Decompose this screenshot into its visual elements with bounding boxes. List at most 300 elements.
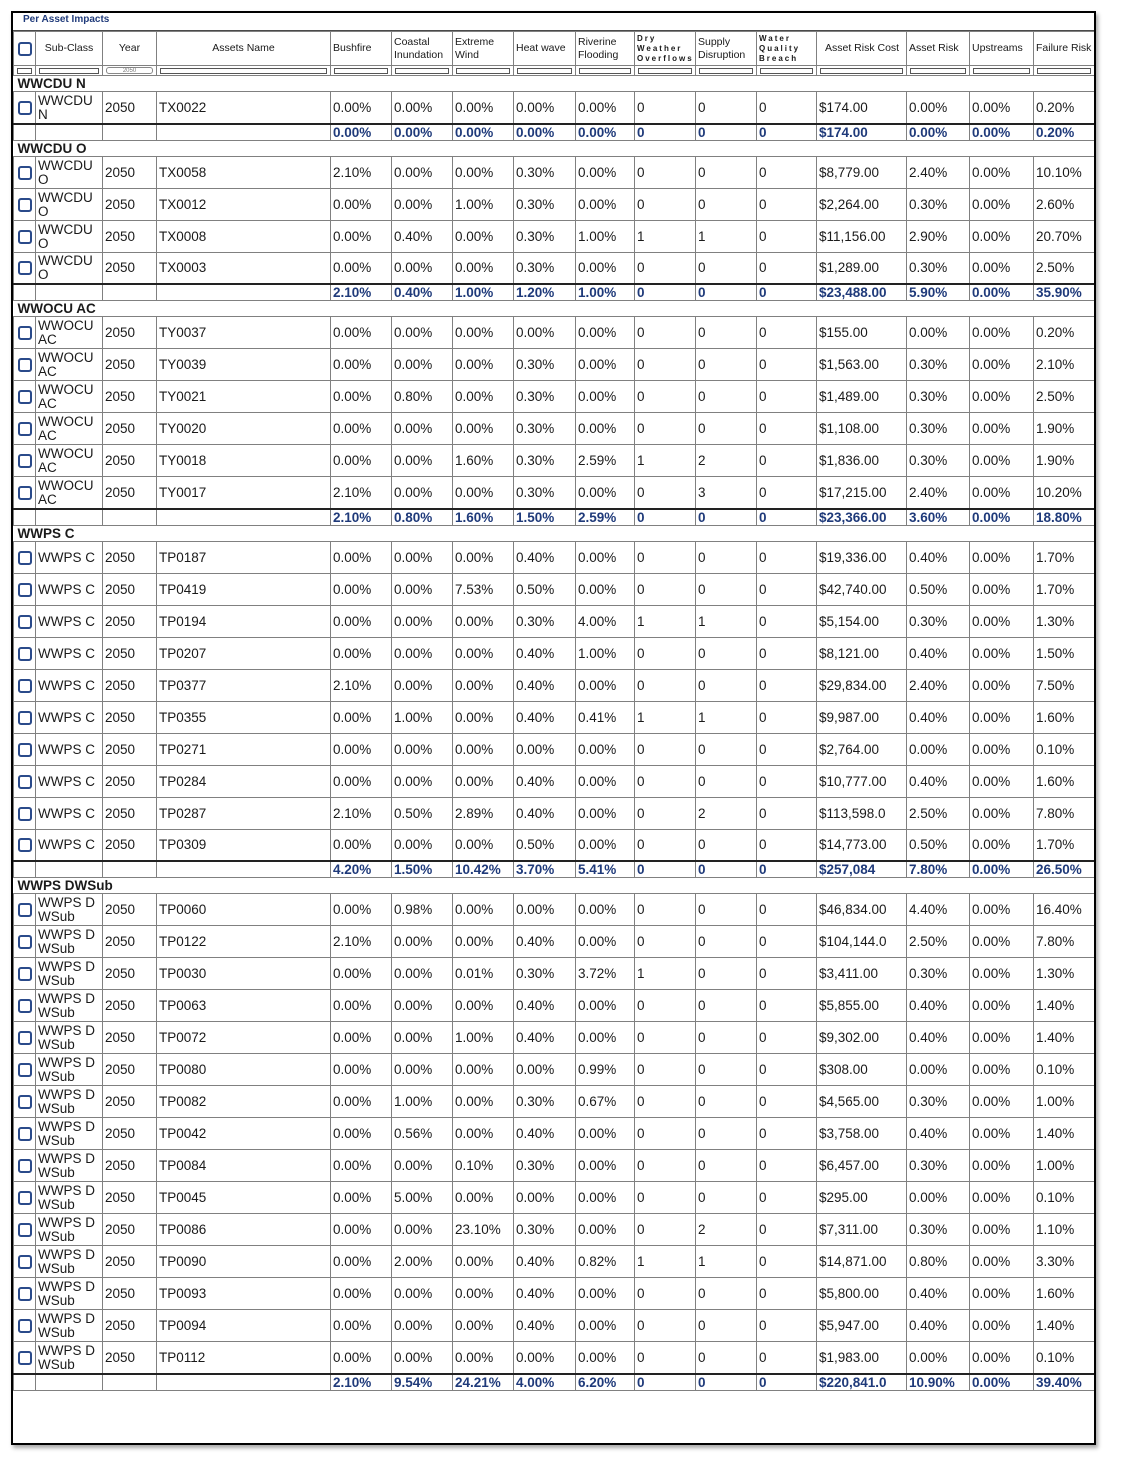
- cell-asset-risk: 0.00%: [907, 1342, 970, 1374]
- table-row[interactable]: [14, 252, 1095, 284]
- cell-heat: 0.40%: [514, 541, 576, 573]
- row-checkbox[interactable]: [18, 1031, 32, 1045]
- cell-dry-weather: 0: [635, 477, 696, 509]
- filter-cell: [970, 66, 1034, 76]
- row-checkbox[interactable]: [18, 583, 32, 597]
- cell-water-quality: 0: [757, 477, 817, 509]
- total-empty-cell: [157, 1374, 331, 1391]
- row-select-cell[interactable]: [14, 894, 36, 926]
- total-empty-cell: [103, 509, 157, 526]
- table-row[interactable]: [14, 1278, 1095, 1310]
- table-row[interactable]: [14, 1118, 1095, 1150]
- cell-year: 2050: [103, 413, 157, 445]
- col-asset-risk-cost[interactable]: Asset Risk Cost: [817, 32, 907, 66]
- row-checkbox[interactable]: [18, 1319, 32, 1333]
- row-select-cell[interactable]: [14, 637, 36, 669]
- total-riverine: 2.59%: [576, 509, 635, 526]
- cell-asset-risk: 0.30%: [907, 1214, 970, 1246]
- table-row[interactable]: [14, 829, 1095, 861]
- row-select-cell[interactable]: [14, 990, 36, 1022]
- cell-wind: 0.00%: [453, 733, 514, 765]
- cell-asset-name: TP0045: [157, 1182, 331, 1214]
- cell-asset-risk-cost: $11,156.00: [817, 220, 907, 252]
- cell-year: 2050: [103, 1022, 157, 1054]
- total-upstreams: 0.00%: [970, 284, 1034, 301]
- total-failure-risk: 0.20%: [1034, 124, 1095, 141]
- cell-wind: 0.00%: [453, 829, 514, 861]
- cell-upstreams: 0.00%: [970, 605, 1034, 637]
- row-select-cell[interactable]: [14, 477, 36, 509]
- cell-wind: 0.00%: [453, 637, 514, 669]
- table-row[interactable]: [14, 1310, 1095, 1342]
- row-checkbox[interactable]: [18, 1223, 32, 1237]
- cell-bushfire: 0.00%: [331, 92, 392, 124]
- cell-asset-risk: 0.30%: [907, 252, 970, 284]
- table-row[interactable]: [14, 733, 1095, 765]
- filter-box[interactable]: [334, 68, 388, 74]
- row-checkbox[interactable]: [18, 615, 32, 629]
- cell-heat: 0.30%: [514, 413, 576, 445]
- filter-box[interactable]: [820, 68, 903, 74]
- col-extreme-wind[interactable]: Extreme Wind: [453, 32, 514, 66]
- cell-dry-weather: 1: [635, 605, 696, 637]
- filter-cell: [453, 66, 514, 76]
- cell-wind: 1.60%: [453, 445, 514, 477]
- row-select-cell[interactable]: [14, 156, 36, 188]
- col-water-quality-breach[interactable]: Water Quality Breach: [757, 32, 817, 66]
- year-filter-select[interactable]: 2050: [106, 67, 153, 74]
- cell-asset-risk: 0.40%: [907, 637, 970, 669]
- row-checkbox[interactable]: [18, 967, 32, 981]
- table-row[interactable]: [14, 701, 1095, 733]
- row-checkbox[interactable]: [18, 486, 32, 500]
- col-dry-weather-overflows[interactable]: Dry Weather Overflows: [635, 32, 696, 66]
- cell-failure-risk: 1.30%: [1034, 605, 1095, 637]
- cell-dry-weather: 0: [635, 188, 696, 220]
- row-checkbox[interactable]: [18, 775, 32, 789]
- total-empty-cell: [103, 861, 157, 878]
- table-row[interactable]: [14, 669, 1095, 701]
- filter-box[interactable]: [579, 68, 631, 74]
- row-select-cell[interactable]: [14, 829, 36, 861]
- row-select-cell[interactable]: [14, 92, 36, 124]
- cell-asset-name: TP0082: [157, 1086, 331, 1118]
- row-select-cell[interactable]: [14, 317, 36, 349]
- cell-sub-class: WWPS DWSub: [36, 1214, 103, 1246]
- row-select-cell[interactable]: [14, 1246, 36, 1278]
- table-row[interactable]: [14, 156, 1095, 188]
- cell-riverine: 0.00%: [576, 381, 635, 413]
- table-row[interactable]: [14, 1246, 1095, 1278]
- cell-heat: 0.30%: [514, 252, 576, 284]
- total-empty-cell: [14, 124, 36, 141]
- table-row[interactable]: [14, 381, 1095, 413]
- total-wind: 0.00%: [453, 124, 514, 141]
- cell-wind: 0.00%: [453, 317, 514, 349]
- cell-riverine: 2.59%: [576, 445, 635, 477]
- row-select-cell[interactable]: [14, 188, 36, 220]
- cell-wind: 0.00%: [453, 1246, 514, 1278]
- table-row[interactable]: [14, 220, 1095, 252]
- cell-asset-risk-cost: $8,779.00: [817, 156, 907, 188]
- cell-year: 2050: [103, 445, 157, 477]
- cell-coastal: 0.50%: [392, 797, 453, 829]
- cell-asset-risk: 0.50%: [907, 829, 970, 861]
- cell-bushfire: 0.00%: [331, 541, 392, 573]
- cell-failure-risk: 2.60%: [1034, 188, 1095, 220]
- cell-asset-risk: 0.00%: [907, 733, 970, 765]
- cell-year: 2050: [103, 958, 157, 990]
- row-checkbox[interactable]: [18, 551, 32, 565]
- row-select-cell[interactable]: [14, 573, 36, 605]
- select-all-cell[interactable]: [14, 32, 36, 66]
- cell-wind: 0.00%: [453, 156, 514, 188]
- cell-bushfire: 0.00%: [331, 1214, 392, 1246]
- filter-box[interactable]: [39, 68, 99, 74]
- table-row[interactable]: [14, 605, 1095, 637]
- row-select-cell[interactable]: [14, 541, 36, 573]
- cell-dry-weather: 1: [635, 445, 696, 477]
- row-checkbox[interactable]: [18, 230, 32, 244]
- total-bushfire: 4.20%: [331, 861, 392, 878]
- cell-bushfire: 0.00%: [331, 1278, 392, 1310]
- cell-year: 2050: [103, 252, 157, 284]
- table-row[interactable]: [14, 92, 1095, 124]
- cell-supply: 1: [696, 1246, 757, 1278]
- cell-supply: 2: [696, 797, 757, 829]
- filter-cell: [817, 66, 907, 76]
- col-failure-risk[interactable]: Failure Risk: [1034, 32, 1095, 66]
- cell-asset-name: TP0309: [157, 829, 331, 861]
- cell-upstreams: 0.00%: [970, 156, 1034, 188]
- total-supply: 0: [696, 1374, 757, 1391]
- total-upstreams: 0.00%: [970, 1374, 1034, 1391]
- filter-box[interactable]: [160, 68, 327, 74]
- row-checkbox[interactable]: [18, 838, 32, 852]
- row-checkbox[interactable]: [18, 647, 32, 661]
- cell-supply: 0: [696, 1054, 757, 1086]
- row-checkbox[interactable]: [18, 101, 32, 115]
- row-select-cell[interactable]: [14, 1118, 36, 1150]
- cell-year: 2050: [103, 220, 157, 252]
- cell-water-quality: 0: [757, 1310, 817, 1342]
- cell-asset-risk: 0.30%: [907, 413, 970, 445]
- cell-year: 2050: [103, 541, 157, 573]
- cell-coastal: 0.00%: [392, 252, 453, 284]
- cell-upstreams: 0.00%: [970, 317, 1034, 349]
- cell-bushfire: 2.10%: [331, 669, 392, 701]
- table-row[interactable]: [14, 317, 1095, 349]
- row-checkbox[interactable]: [18, 261, 32, 275]
- cell-heat: 0.40%: [514, 926, 576, 958]
- cell-asset-risk: 2.40%: [907, 477, 970, 509]
- cell-sub-class: WWPS C: [36, 765, 103, 797]
- row-select-cell[interactable]: [14, 1342, 36, 1374]
- row-checkbox[interactable]: [18, 422, 32, 436]
- cell-coastal: 0.00%: [392, 1342, 453, 1374]
- row-checkbox[interactable]: [18, 198, 32, 212]
- total-wind: 1.00%: [453, 284, 514, 301]
- cell-year: 2050: [103, 894, 157, 926]
- row-checkbox[interactable]: [18, 326, 32, 340]
- cell-coastal: 1.00%: [392, 1086, 453, 1118]
- filter-box[interactable]: [1037, 68, 1091, 74]
- row-select-cell[interactable]: [14, 1150, 36, 1182]
- cell-year: 2050: [103, 1054, 157, 1086]
- filter-box[interactable]: [699, 68, 753, 74]
- cell-dry-weather: 0: [635, 926, 696, 958]
- table-row[interactable]: [14, 958, 1095, 990]
- col-upstreams[interactable]: Upstreams: [970, 32, 1034, 66]
- cell-bushfire: 0.00%: [331, 381, 392, 413]
- row-checkbox[interactable]: [18, 935, 32, 949]
- cell-dry-weather: 1: [635, 220, 696, 252]
- row-select-cell[interactable]: [14, 958, 36, 990]
- table-row[interactable]: [14, 1342, 1095, 1374]
- cell-upstreams: 0.00%: [970, 733, 1034, 765]
- table-row[interactable]: [14, 573, 1095, 605]
- row-checkbox[interactable]: [18, 1095, 32, 1109]
- cell-riverine: 0.00%: [576, 1278, 635, 1310]
- cell-coastal: 0.00%: [392, 1022, 453, 1054]
- row-select-cell[interactable]: [14, 445, 36, 477]
- row-checkbox[interactable]: [18, 711, 32, 725]
- cell-supply: 0: [696, 765, 757, 797]
- total-upstreams: 0.00%: [970, 124, 1034, 141]
- row-checkbox[interactable]: [18, 1159, 32, 1173]
- row-select-cell[interactable]: [14, 413, 36, 445]
- cell-failure-risk: 1.70%: [1034, 541, 1095, 573]
- cell-bushfire: 0.00%: [331, 894, 392, 926]
- cell-coastal: 0.00%: [392, 637, 453, 669]
- cell-year: 2050: [103, 637, 157, 669]
- select-all-checkbox[interactable]: [18, 42, 32, 56]
- row-select-cell[interactable]: [14, 1086, 36, 1118]
- row-checkbox[interactable]: [18, 166, 32, 180]
- cell-asset-risk-cost: $9,987.00: [817, 701, 907, 733]
- cell-year: 2050: [103, 477, 157, 509]
- cell-riverine: 0.00%: [576, 1342, 635, 1374]
- cell-sub-class: WWOCU AC: [36, 413, 103, 445]
- row-checkbox[interactable]: [18, 679, 32, 693]
- table-row[interactable]: [14, 926, 1095, 958]
- col-riverine-flooding[interactable]: Riverine Flooding: [576, 32, 635, 66]
- table-row[interactable]: [14, 1054, 1095, 1086]
- row-select-cell[interactable]: [14, 1310, 36, 1342]
- cell-bushfire: 0.00%: [331, 413, 392, 445]
- cell-asset-risk-cost: $3,758.00: [817, 1118, 907, 1150]
- cell-coastal: 0.00%: [392, 926, 453, 958]
- table-row[interactable]: [14, 1022, 1095, 1054]
- filter-box[interactable]: [760, 68, 813, 74]
- cell-failure-risk: 2.50%: [1034, 381, 1095, 413]
- total-riverine: 0.00%: [576, 124, 635, 141]
- cell-failure-risk: 1.90%: [1034, 413, 1095, 445]
- row-select-cell[interactable]: [14, 733, 36, 765]
- row-checkbox[interactable]: [18, 454, 32, 468]
- cell-dry-weather: 0: [635, 1150, 696, 1182]
- cell-upstreams: 0.00%: [970, 1278, 1034, 1310]
- cell-asset-risk-cost: $113,598.0: [817, 797, 907, 829]
- group-label: WWOCU AC: [14, 301, 1095, 317]
- cell-upstreams: 0.00%: [970, 252, 1034, 284]
- table-row[interactable]: [14, 637, 1095, 669]
- cell-bushfire: 0.00%: [331, 252, 392, 284]
- cell-heat: 0.30%: [514, 958, 576, 990]
- col-supply-disruption[interactable]: Supply Disruption: [696, 32, 757, 66]
- table-row[interactable]: [14, 765, 1095, 797]
- filter-box[interactable]: [973, 68, 1030, 74]
- row-checkbox[interactable]: [18, 358, 32, 372]
- cell-failure-risk: 10.10%: [1034, 156, 1095, 188]
- row-select-cell[interactable]: [14, 252, 36, 284]
- row-checkbox[interactable]: [18, 1191, 32, 1205]
- row-checkbox[interactable]: [18, 1287, 32, 1301]
- total-empty-cell: [36, 124, 103, 141]
- total-coastal: 1.50%: [392, 861, 453, 878]
- row-checkbox[interactable]: [18, 1255, 32, 1269]
- cell-asset-risk: 0.40%: [907, 1118, 970, 1150]
- cell-wind: 0.00%: [453, 252, 514, 284]
- row-select-cell[interactable]: [14, 669, 36, 701]
- cell-water-quality: 0: [757, 1022, 817, 1054]
- row-select-cell[interactable]: [14, 1214, 36, 1246]
- cell-upstreams: 0.00%: [970, 1022, 1034, 1054]
- cell-asset-name: TP0419: [157, 573, 331, 605]
- cell-failure-risk: 1.30%: [1034, 958, 1095, 990]
- cell-wind: 0.00%: [453, 701, 514, 733]
- row-select-cell[interactable]: [14, 1022, 36, 1054]
- cell-year: 2050: [103, 605, 157, 637]
- cell-sub-class: WWPS DWSub: [36, 894, 103, 926]
- col-heat-wave[interactable]: Heat wave: [514, 32, 576, 66]
- table-row[interactable]: [14, 1150, 1095, 1182]
- row-checkbox[interactable]: [18, 807, 32, 821]
- filter-cell: [514, 66, 576, 76]
- cell-supply: 0: [696, 541, 757, 573]
- row-checkbox[interactable]: [18, 743, 32, 757]
- cell-asset-risk-cost: $5,800.00: [817, 1278, 907, 1310]
- cell-heat: 0.40%: [514, 1278, 576, 1310]
- row-select-cell[interactable]: [14, 797, 36, 829]
- col-coastal-inundation[interactable]: Coastal Inundation: [392, 32, 453, 66]
- cell-asset-risk-cost: $2,264.00: [817, 188, 907, 220]
- row-select-cell[interactable]: [14, 926, 36, 958]
- cell-wind: 23.10%: [453, 1214, 514, 1246]
- cell-asset-name: TP0093: [157, 1278, 331, 1310]
- table-row[interactable]: [14, 1182, 1095, 1214]
- table-row[interactable]: [14, 1214, 1095, 1246]
- row-select-cell[interactable]: [14, 765, 36, 797]
- row-select-cell[interactable]: [14, 1182, 36, 1214]
- table-row[interactable]: [14, 541, 1095, 573]
- filter-box[interactable]: [456, 68, 510, 74]
- table-row[interactable]: [14, 413, 1095, 445]
- row-checkbox[interactable]: [18, 999, 32, 1013]
- cell-failure-risk: 0.10%: [1034, 733, 1095, 765]
- cell-riverine: 0.41%: [576, 701, 635, 733]
- row-select-cell[interactable]: [14, 1278, 36, 1310]
- col-year[interactable]: Year: [103, 32, 157, 66]
- row-select-cell[interactable]: [14, 220, 36, 252]
- cell-riverine: 0.00%: [576, 92, 635, 124]
- table-row[interactable]: [14, 797, 1095, 829]
- table-row[interactable]: [14, 1086, 1095, 1118]
- cell-asset-name: TP0207: [157, 637, 331, 669]
- total-asset-risk-cost: $220,841.0: [817, 1374, 907, 1391]
- cell-sub-class: WWPS C: [36, 637, 103, 669]
- cell-upstreams: 0.00%: [970, 765, 1034, 797]
- cell-dry-weather: 0: [635, 1278, 696, 1310]
- cell-upstreams: 0.00%: [970, 701, 1034, 733]
- cell-upstreams: 0.00%: [970, 445, 1034, 477]
- row-select-cell[interactable]: [14, 349, 36, 381]
- cell-supply: 0: [696, 926, 757, 958]
- row-select-cell[interactable]: [14, 1054, 36, 1086]
- cell-sub-class: WWOCU AC: [36, 445, 103, 477]
- cell-riverine: 0.00%: [576, 797, 635, 829]
- col-sub-class[interactable]: Sub-Class: [36, 32, 103, 66]
- filter-box[interactable]: [517, 68, 572, 74]
- cell-asset-name: TX0008: [157, 220, 331, 252]
- cell-bushfire: 0.00%: [331, 701, 392, 733]
- row-checkbox[interactable]: [18, 903, 32, 917]
- cell-supply: 0: [696, 252, 757, 284]
- table-row[interactable]: [14, 477, 1095, 509]
- cell-sub-class: WWOCU AC: [36, 477, 103, 509]
- row-select-cell[interactable]: [14, 381, 36, 413]
- group-label: WWPS DWSub: [14, 878, 1095, 894]
- cell-heat: 0.00%: [514, 894, 576, 926]
- total-coastal: 9.54%: [392, 1374, 453, 1391]
- filter-box[interactable]: [17, 68, 32, 74]
- cell-heat: 0.40%: [514, 1118, 576, 1150]
- row-select-cell[interactable]: [14, 701, 36, 733]
- cell-coastal: 0.00%: [392, 317, 453, 349]
- total-failure-risk: 26.50%: [1034, 861, 1095, 878]
- total-empty-cell: [157, 124, 331, 141]
- filter-box[interactable]: [910, 68, 966, 74]
- cell-supply: 0: [696, 1342, 757, 1374]
- group-header-row: [14, 878, 1095, 894]
- table-row[interactable]: [14, 990, 1095, 1022]
- table-row[interactable]: [14, 445, 1095, 477]
- table-row[interactable]: [14, 349, 1095, 381]
- table-row[interactable]: [14, 188, 1095, 220]
- cell-year: 2050: [103, 701, 157, 733]
- cell-year: 2050: [103, 797, 157, 829]
- table-row[interactable]: [14, 894, 1095, 926]
- cell-heat: 0.40%: [514, 1022, 576, 1054]
- cell-heat: 0.40%: [514, 797, 576, 829]
- col-bushfire[interactable]: Bushfire: [331, 32, 392, 66]
- filter-box[interactable]: [395, 68, 449, 74]
- total-asset-risk: 0.00%: [907, 124, 970, 141]
- row-checkbox[interactable]: [18, 1127, 32, 1141]
- cell-coastal: 0.98%: [392, 894, 453, 926]
- cell-heat: 0.30%: [514, 1214, 576, 1246]
- row-checkbox[interactable]: [18, 390, 32, 404]
- filter-box[interactable]: [638, 68, 692, 74]
- col-asset-risk[interactable]: Asset Risk: [907, 32, 970, 66]
- cell-water-quality: 0: [757, 605, 817, 637]
- row-checkbox[interactable]: [18, 1351, 32, 1365]
- row-checkbox[interactable]: [18, 1063, 32, 1077]
- col-assets-name[interactable]: Assets Name: [157, 32, 331, 66]
- cell-bushfire: 0.00%: [331, 317, 392, 349]
- cell-wind: 0.00%: [453, 990, 514, 1022]
- row-select-cell[interactable]: [14, 605, 36, 637]
